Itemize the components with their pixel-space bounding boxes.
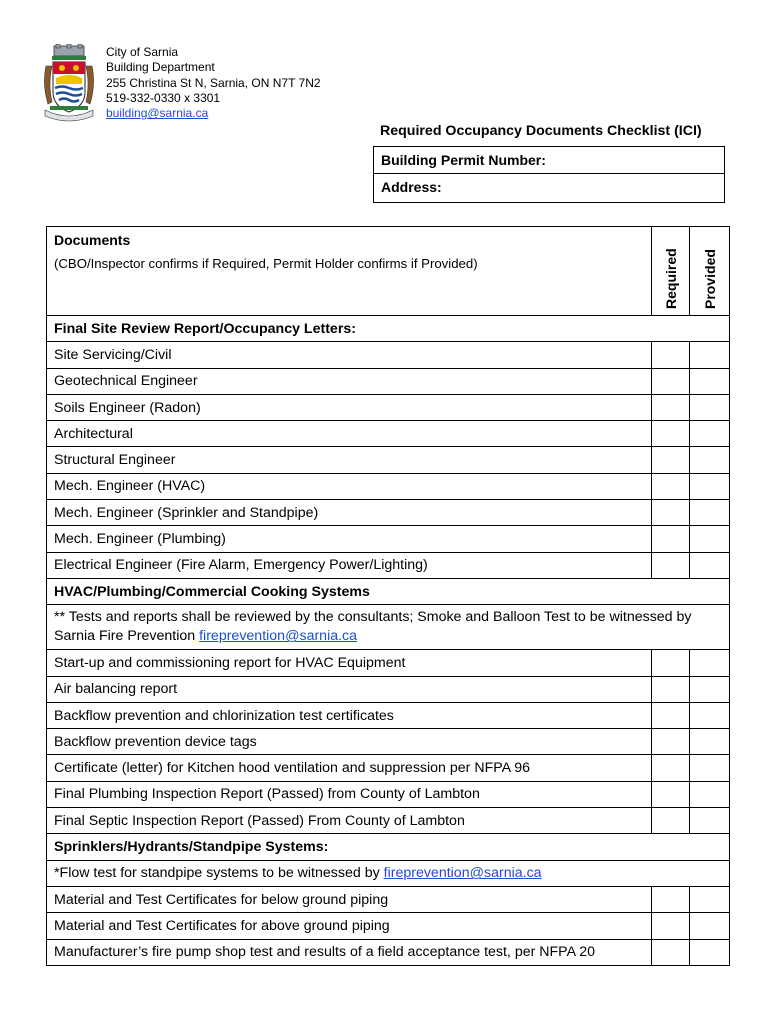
required-checkbox-cell[interactable] [652, 447, 690, 473]
required-checkbox-cell[interactable] [652, 886, 690, 912]
section-note [47, 860, 730, 886]
document-title: Required Occupancy Documents Checklist (ICI) [380, 123, 702, 139]
section-note-row [47, 605, 730, 650]
required-checkbox-cell[interactable] [652, 702, 690, 728]
row-label: Material and Test Certificates for below ground piping [47, 886, 652, 912]
org-name: City of Sarnia [106, 45, 179, 59]
address-label: Address: [381, 179, 442, 195]
row-label: Manufacturer’s fire pump shop test and results of a field acceptance test, per NFPA 20 [47, 939, 652, 965]
permit-info-box [373, 146, 725, 203]
provided-checkbox-cell[interactable] [690, 676, 730, 702]
row-label: Architectural [47, 421, 652, 447]
provided-checkbox-cell[interactable] [690, 702, 730, 728]
fire-prevention-email-link[interactable]: fireprevention@sarnia.ca [383, 865, 542, 882]
provided-checkbox-cell[interactable] [690, 394, 730, 420]
section-note-row [47, 860, 730, 886]
provided-checkbox-cell[interactable] [690, 808, 730, 834]
section-title: HVAC/Plumbing/Commercial Cooking Systems [47, 578, 730, 604]
org-department: Building Department [106, 60, 215, 75]
row-label: Air balancing report [47, 676, 652, 702]
documents-checklist-table [46, 226, 730, 966]
section-note [47, 605, 730, 650]
required-checkbox-cell[interactable] [652, 526, 690, 552]
required-checkbox-cell[interactable] [652, 755, 690, 781]
city-of-sarnia-crest-icon [42, 44, 96, 124]
table-row [47, 447, 730, 473]
section-title: Final Site Review Report/Occupancy Letters: [47, 316, 730, 342]
org-phone: 519-332-0330 x 3301 [106, 90, 221, 105]
required-checkbox-cell[interactable] [652, 342, 690, 368]
required-checkbox-cell[interactable] [652, 781, 690, 807]
note-text: ** Tests and reports shall be reviewed by the consultants; Smoke and Balloon Test to be witnessed by Sarnia Fire Prevention [54, 609, 692, 645]
table-row [47, 342, 730, 368]
documents-subheading: (CBO/Inspector confirms if Required, Permit Holder confirms if Provided) [54, 256, 478, 271]
table-row [47, 421, 730, 447]
table-row [47, 650, 730, 676]
row-label: Electrical Engineer (Fire Alarm, Emergency Power/Lighting) [47, 552, 652, 578]
row-label: Mech. Engineer (Sprinkler and Standpipe) [47, 500, 652, 526]
row-label: Final Plumbing Inspection Report (Passed) from County of Lambton [47, 781, 652, 807]
provided-checkbox-cell[interactable] [690, 447, 730, 473]
required-checkbox-cell[interactable] [652, 368, 690, 394]
org-email-link[interactable]: building@sarnia.ca [106, 106, 209, 121]
row-label: Certificate (letter) for Kitchen hood ventilation and suppression per NFPA 96 [47, 755, 652, 781]
provided-checkbox-cell[interactable] [690, 729, 730, 755]
provided-checkbox-cell[interactable] [690, 886, 730, 912]
provided-checkbox-cell[interactable] [690, 913, 730, 939]
provided-checkbox-cell[interactable] [690, 421, 730, 447]
table-row [47, 939, 730, 965]
row-label: Backflow prevention and chlorinization test certificates [47, 702, 652, 728]
section-header-row [47, 834, 730, 860]
provided-checkbox-cell[interactable] [690, 939, 730, 965]
section-title: Sprinklers/Hydrants/Standpipe Systems: [47, 834, 730, 860]
row-label: Backflow prevention device tags [47, 729, 652, 755]
provided-checkbox-cell[interactable] [690, 526, 730, 552]
table-row [47, 781, 730, 807]
row-label: Structural Engineer [47, 447, 652, 473]
note-text: *Flow test for standpipe systems to be witnessed by [54, 865, 384, 882]
address-field[interactable] [374, 173, 724, 200]
row-label: Final Septic Inspection Report (Passed) From County of Lambton [47, 808, 652, 834]
table-row [47, 702, 730, 728]
required-checkbox-cell[interactable] [652, 808, 690, 834]
provided-checkbox-cell[interactable] [690, 781, 730, 807]
required-label: Required [662, 248, 679, 309]
row-label: Material and Test Certificates for above ground piping [47, 913, 652, 939]
required-checkbox-cell[interactable] [652, 500, 690, 526]
provided-checkbox-cell[interactable] [690, 473, 730, 499]
table-row [47, 913, 730, 939]
table-row [47, 526, 730, 552]
table-row [47, 394, 730, 420]
table-row [47, 886, 730, 912]
required-checkbox-cell[interactable] [652, 552, 690, 578]
required-checkbox-cell[interactable] [652, 421, 690, 447]
table-row [47, 755, 730, 781]
fire-prevention-email-link[interactable]: fireprevention@sarnia.ca [199, 628, 358, 645]
table-row [47, 552, 730, 578]
required-checkbox-cell[interactable] [652, 939, 690, 965]
org-address: 255 Christina St N, Sarnia, ON N7T 7N2 [106, 75, 321, 90]
provided-column-header [690, 227, 730, 316]
documents-header-cell [47, 227, 652, 316]
required-checkbox-cell[interactable] [652, 676, 690, 702]
required-checkbox-cell[interactable] [652, 394, 690, 420]
provided-checkbox-cell[interactable] [690, 342, 730, 368]
table-row [47, 368, 730, 394]
required-checkbox-cell[interactable] [652, 729, 690, 755]
table-row [47, 676, 730, 702]
section-header-row [47, 578, 730, 604]
section-header-row [47, 316, 730, 342]
row-label: Geotechnical Engineer [47, 368, 652, 394]
row-label: Mech. Engineer (HVAC) [47, 473, 652, 499]
row-label: Site Servicing/Civil [47, 342, 652, 368]
provided-label: Provided [701, 249, 718, 309]
required-column-header [652, 227, 690, 316]
table-row [47, 729, 730, 755]
table-row [47, 473, 730, 499]
provided-checkbox-cell[interactable] [690, 755, 730, 781]
row-label: Start-up and commissioning report for HVAC Equipment [47, 650, 652, 676]
provided-checkbox-cell[interactable] [690, 650, 730, 676]
organization-block [106, 45, 321, 121]
table-header-row [47, 227, 730, 316]
row-label: Soils Engineer (Radon) [47, 394, 652, 420]
required-checkbox-cell[interactable] [652, 650, 690, 676]
table-row [47, 808, 730, 834]
permit-number-field[interactable] [374, 147, 724, 173]
provided-checkbox-cell[interactable] [690, 500, 730, 526]
provided-checkbox-cell[interactable] [690, 368, 730, 394]
table-row [47, 500, 730, 526]
permit-number-label: Building Permit Number: [381, 152, 546, 168]
required-checkbox-cell[interactable] [652, 913, 690, 939]
required-checkbox-cell[interactable] [652, 473, 690, 499]
row-label: Mech. Engineer (Plumbing) [47, 526, 652, 552]
provided-checkbox-cell[interactable] [690, 552, 730, 578]
documents-heading: Documents [54, 232, 131, 248]
